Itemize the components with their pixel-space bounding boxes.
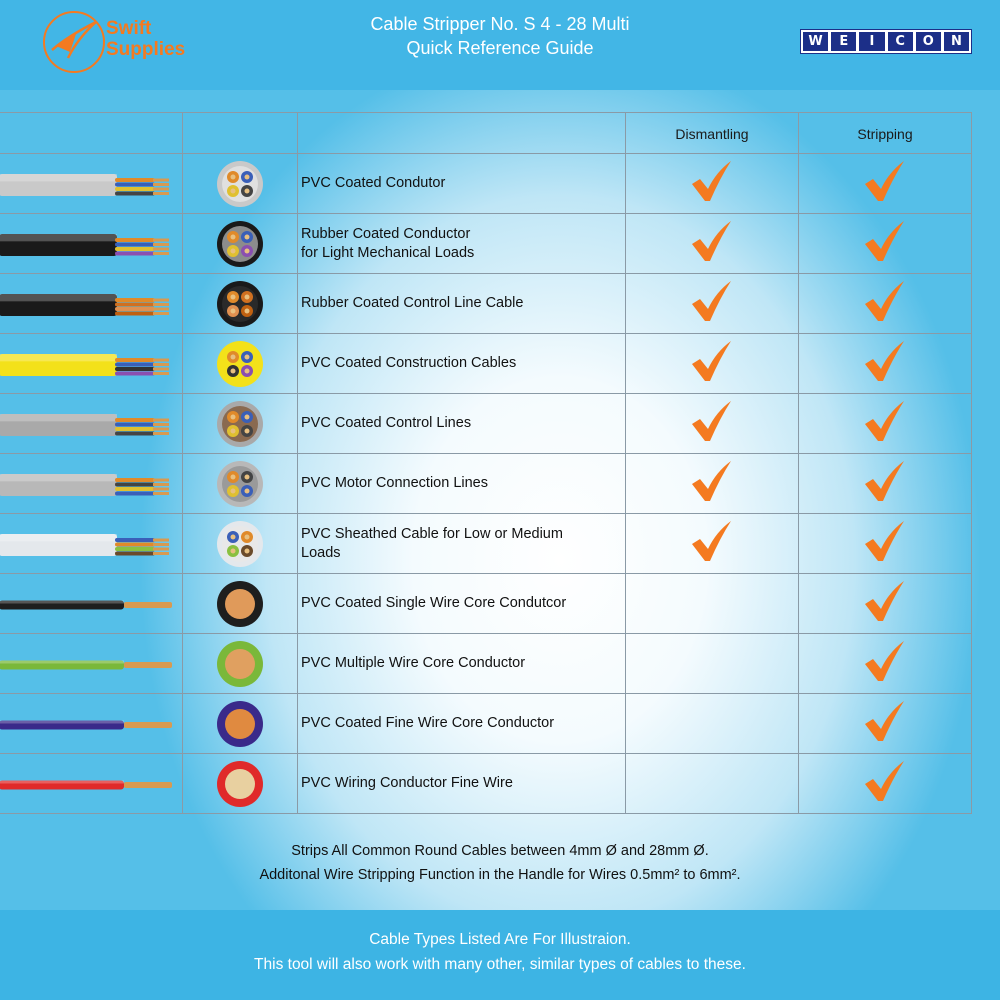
dismantling-cell	[626, 694, 799, 754]
description-line: Rubber Coated Control Line Cable	[301, 295, 524, 311]
cable-description	[298, 574, 626, 634]
title-line2: Quick Reference Guide	[406, 38, 594, 58]
table-row	[0, 394, 972, 454]
stripping-cell	[799, 454, 972, 514]
cross-section-cell	[183, 274, 298, 334]
cable-image-cell	[0, 694, 183, 754]
cable-description	[298, 334, 626, 394]
stripping-cell	[799, 214, 972, 274]
cable-side-icon	[0, 755, 182, 813]
cross-section-cell	[183, 694, 298, 754]
cable-image-cell	[0, 514, 183, 574]
table-row	[0, 154, 972, 214]
cross-section-cell	[183, 394, 298, 454]
cross-section-icon	[215, 459, 265, 509]
cable-image-cell	[0, 154, 183, 214]
brand-letter: E	[831, 32, 856, 51]
description-line: PVC Coated Single Wire Core Condutcor	[301, 595, 567, 611]
dismantling-cell	[626, 214, 799, 274]
cross-section-cell	[183, 634, 298, 694]
checkmark-icon	[862, 698, 908, 744]
cable-side-icon	[0, 395, 182, 453]
cable-side-icon	[0, 275, 182, 333]
page-title	[250, 12, 750, 60]
cross-section-icon	[215, 639, 265, 689]
checkmark-icon	[862, 278, 908, 324]
cable-image-cell	[0, 334, 183, 394]
checkmark-icon	[689, 338, 735, 384]
brand-letter: W	[803, 32, 828, 51]
description-line: PVC Sheathed Cable for Low or Medium	[301, 525, 563, 542]
dismantling-cell	[626, 154, 799, 214]
cable-description	[298, 214, 626, 274]
cable-description	[298, 394, 626, 454]
cross-section-icon	[215, 219, 265, 269]
description-line: PVC Coated Control Lines	[301, 415, 472, 431]
description-line: PVC Wiring Conductor Fine Wire	[301, 775, 513, 791]
cross-section-cell	[183, 754, 298, 814]
description-line: PVC Motor Connection Lines	[301, 475, 488, 491]
table-row	[0, 214, 972, 274]
note-line1: Strips All Common Round Cables between 4mm Ø and 28mm Ø.	[291, 843, 709, 859]
checkmark-icon	[689, 218, 735, 264]
cable-description	[298, 694, 626, 754]
table-row	[0, 574, 972, 634]
cross-section-icon	[215, 699, 265, 749]
dismantling-cell	[626, 514, 799, 574]
checkmark-icon	[862, 758, 908, 804]
footer-line2: This tool will also work with many other, similar types of cables to these.	[254, 956, 746, 973]
description-line: PVC Coated Construction Cables	[301, 355, 517, 371]
cross-section-cell	[183, 574, 298, 634]
cable-image-cell	[0, 454, 183, 514]
logo-text	[106, 18, 185, 60]
brand-letter: I	[859, 32, 884, 51]
cross-section-cell	[183, 514, 298, 574]
description-line: PVC Multiple Wire Core Conductor	[301, 655, 526, 671]
cable-image-cell	[0, 754, 183, 814]
note-line2: Additonal Wire Stripping Function in the Handle for Wires 0.5mm² to 6mm².	[259, 867, 741, 883]
cable-description	[298, 274, 626, 334]
header-cross-section	[183, 113, 298, 154]
cross-section-icon	[215, 399, 265, 449]
table-row	[0, 634, 972, 694]
cable-side-icon	[0, 155, 182, 213]
table-header-row	[0, 113, 972, 154]
description-line: PVC Coated Condutor	[301, 175, 446, 191]
cable-image-cell	[0, 274, 183, 334]
cable-image-cell	[0, 394, 183, 454]
checkmark-icon	[862, 638, 908, 684]
checkmark-icon	[862, 338, 908, 384]
stripping-cell	[799, 334, 972, 394]
cross-section-icon	[215, 279, 265, 329]
cross-section-cell	[183, 454, 298, 514]
dismantling-cell	[626, 754, 799, 814]
dismantling-cell	[626, 454, 799, 514]
title-line1: Cable Stripper No. S 4 - 28 Multi	[370, 14, 630, 34]
dismantling-cell	[626, 574, 799, 634]
checkmark-icon	[689, 458, 735, 504]
cross-section-cell	[183, 154, 298, 214]
cable-side-icon	[0, 515, 182, 573]
footer-disclaimer	[0, 927, 1000, 977]
cable-description	[298, 754, 626, 814]
table-row	[0, 694, 972, 754]
cross-section-icon	[215, 159, 265, 209]
header-bar	[0, 0, 1000, 90]
table-row	[0, 334, 972, 394]
logo-line2: Supplies	[106, 39, 186, 60]
checkmark-icon	[862, 398, 908, 444]
checkmark-icon	[689, 158, 735, 204]
cable-side-icon	[0, 575, 182, 633]
logo-line1: Swift	[106, 18, 152, 39]
description-line: PVC Coated Fine Wire Core Conductor	[301, 715, 555, 731]
cable-image-cell	[0, 574, 183, 634]
weicon-brand-logo	[800, 29, 972, 54]
cross-section-icon	[215, 519, 265, 569]
table-row	[0, 514, 972, 574]
checkmark-icon	[862, 578, 908, 624]
cable-table	[0, 112, 972, 814]
stripping-cell	[799, 274, 972, 334]
header-cable	[0, 113, 183, 154]
stripping-cell	[799, 634, 972, 694]
table-row	[0, 754, 972, 814]
description-line: Loads	[301, 544, 341, 561]
stripping-cell	[799, 514, 972, 574]
dismantling-cell	[626, 634, 799, 694]
header-dismantling: Dismantling	[626, 113, 799, 154]
cable-side-icon	[0, 215, 182, 273]
cross-section-icon	[215, 579, 265, 629]
cross-section-cell	[183, 214, 298, 274]
checkmark-icon	[689, 278, 735, 324]
dismantling-cell	[626, 394, 799, 454]
cross-section-icon	[215, 759, 265, 809]
cable-description	[298, 454, 626, 514]
header-stripping: Stripping	[799, 113, 972, 154]
stripping-cell	[799, 154, 972, 214]
cable-description	[298, 514, 626, 574]
stripping-cell	[799, 574, 972, 634]
description-line: for Light Mechanical Loads	[301, 244, 475, 261]
brand-letter: O	[916, 32, 941, 51]
stripping-cell	[799, 394, 972, 454]
cable-description	[298, 634, 626, 694]
cable-side-icon	[0, 635, 182, 693]
cross-section-icon	[215, 339, 265, 389]
stripping-cell	[799, 754, 972, 814]
usage-notes	[0, 839, 1000, 887]
table-row	[0, 454, 972, 514]
cable-image-cell	[0, 214, 183, 274]
cable-side-icon	[0, 335, 182, 393]
checkmark-icon	[689, 398, 735, 444]
checkmark-icon	[862, 218, 908, 264]
cable-side-icon	[0, 695, 182, 753]
cross-section-cell	[183, 334, 298, 394]
dismantling-cell	[626, 334, 799, 394]
brand-letter: C	[888, 32, 913, 51]
checkmark-icon	[862, 458, 908, 504]
checkmark-icon	[862, 518, 908, 564]
table-row	[0, 274, 972, 334]
description-line: Rubber Coated Conductor	[301, 225, 471, 242]
header-description	[298, 113, 626, 154]
cable-image-cell	[0, 634, 183, 694]
cable-description	[298, 154, 626, 214]
brand-letter: N	[944, 32, 969, 51]
checkmark-icon	[689, 518, 735, 564]
stripping-cell	[799, 694, 972, 754]
footer-line1: Cable Types Listed Are For Illustraion.	[369, 931, 631, 948]
dismantling-cell	[626, 274, 799, 334]
cable-side-icon	[0, 455, 182, 513]
checkmark-icon	[862, 158, 908, 204]
